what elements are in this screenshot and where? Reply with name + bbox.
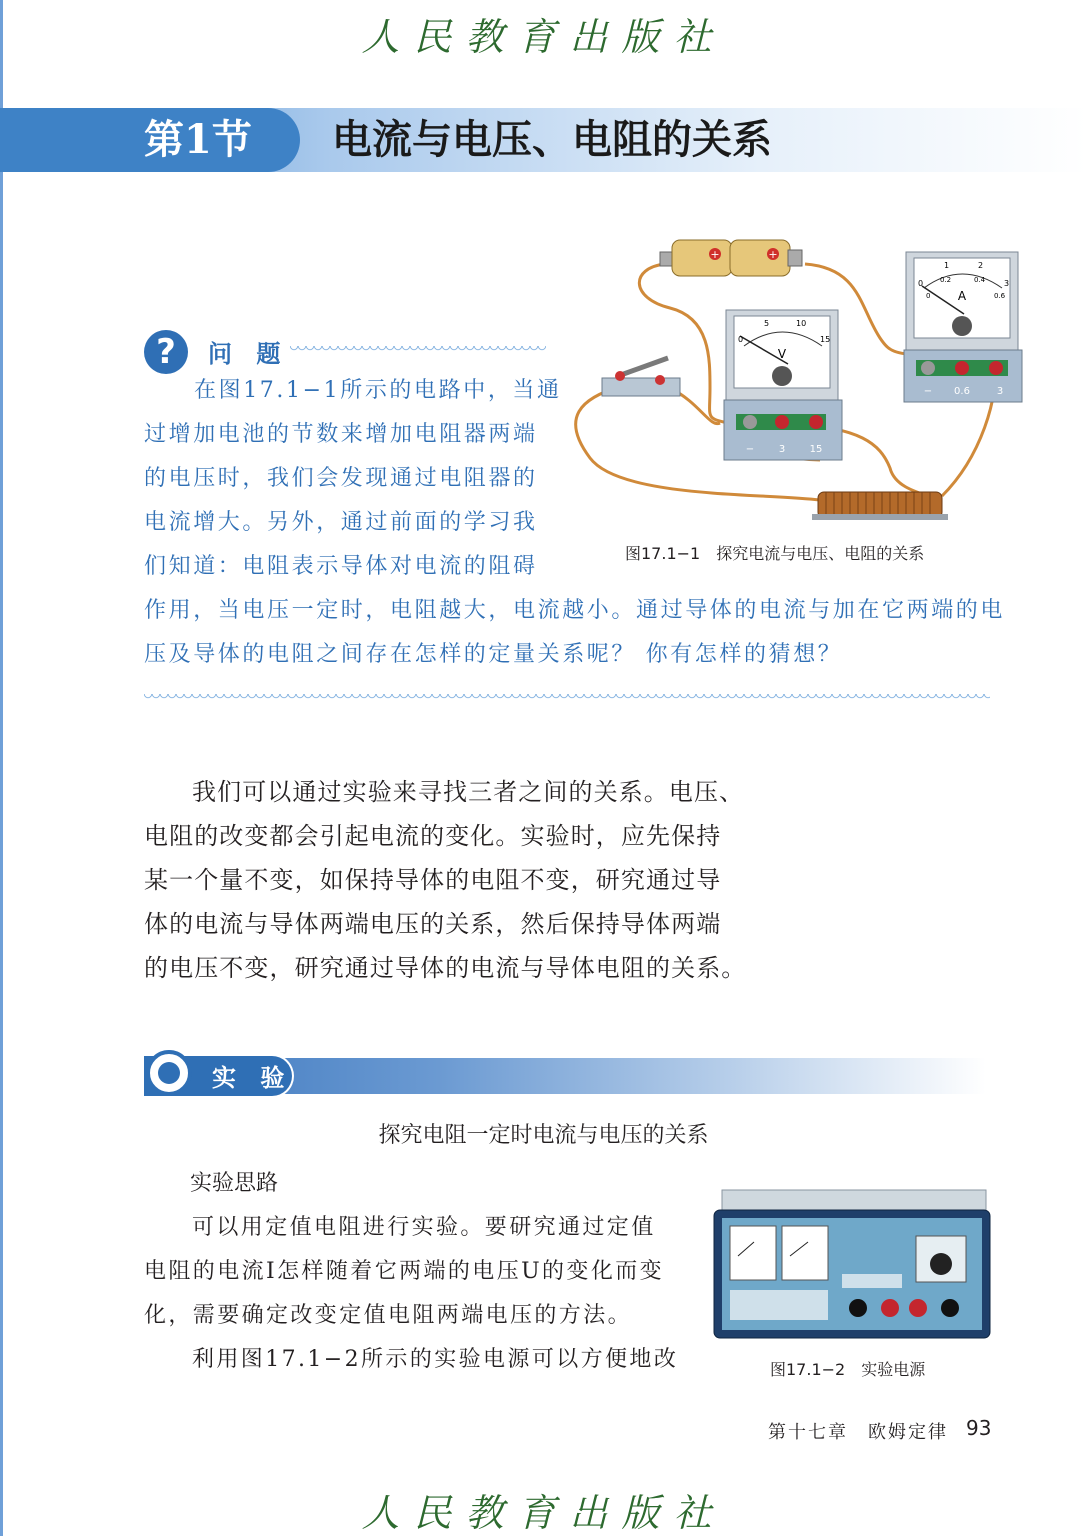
question-line: 电流增大。另外，通过前面的学习我 <box>144 510 538 535</box>
svg-text:0.2: 0.2 <box>940 276 952 284</box>
power-supply-figure <box>712 1186 992 1342</box>
experiment-label: 实 验 <box>212 1064 293 1092</box>
battery <box>660 240 802 276</box>
question-icon: ? <box>144 330 188 374</box>
body-line: 电阻的改变都会引起电流的变化。实验时，应先保持 <box>144 822 722 850</box>
svg-text:+: + <box>710 248 720 261</box>
experiment-line: 化，需要确定改变定值电阻两端电压的方法。 <box>144 1303 633 1328</box>
svg-text:0: 0 <box>926 292 931 300</box>
section-number: 第1节 <box>144 116 252 163</box>
magnifier-icon <box>146 1050 192 1096</box>
question-line: 们知道：电阻表示导体对电流的阻碍 <box>144 554 538 579</box>
question-line: 的电压时，我们会发现通过电阻器的 <box>144 466 538 491</box>
experiment-subheading: 实验思路 <box>190 1171 279 1196</box>
wavy-divider <box>290 346 546 354</box>
knife-switch <box>602 358 680 396</box>
svg-text:15: 15 <box>809 444 823 455</box>
svg-text:−: − <box>745 444 755 455</box>
figure2-caption: 图17.1−2 实验电源 <box>770 1360 926 1379</box>
section-title: 电流与电压、电阻的关系 <box>332 117 772 163</box>
experiment-line: 电阻的电流I怎样随着它两端的电压U的变化而变 <box>144 1259 665 1284</box>
page-left-rule <box>0 0 3 1536</box>
experiment-line: 利用图17.1−2所示的实验电源可以方便地改 <box>192 1347 679 1372</box>
question-label: 问 题 <box>208 340 289 368</box>
svg-text:2: 2 <box>978 261 984 270</box>
question-line: 在图17.1−1所示的电路中，当通 <box>194 378 562 403</box>
circuit-figure <box>560 228 1030 533</box>
svg-text:0: 0 <box>918 279 924 288</box>
svg-text:+: + <box>768 248 778 261</box>
page-number: 93 <box>966 1416 992 1440</box>
question-line: 作用，当电压一定时，电阻越大，电流越小。通过导体的电流与加在它两端的电 <box>144 598 1006 623</box>
svg-text:1: 1 <box>944 261 950 270</box>
body-line: 体的电流与导体两端电压的关系，然后保持导体两端 <box>144 910 722 938</box>
svg-text:0.6: 0.6 <box>994 292 1006 300</box>
svg-text:−: − <box>923 386 933 397</box>
body-line: 某一个量不变，如保持导体的电阻不变，研究通过导 <box>144 866 722 894</box>
experiment-title: 探究电阻一定时电流与电压的关系 <box>378 1123 709 1148</box>
voltmeter <box>724 310 842 460</box>
publisher-footer: 人民教育出版社 <box>361 1491 726 1535</box>
svg-text:5: 5 <box>764 319 770 328</box>
svg-text:0: 0 <box>738 335 744 344</box>
figure1-caption: 图17.1−1 探究电流与电压、电阻的关系 <box>625 544 925 563</box>
ammeter <box>904 252 1022 402</box>
question-line: 过增加电池的节数来增加电阻器两端 <box>144 422 538 447</box>
svg-text:3: 3 <box>996 386 1004 397</box>
wavy-divider <box>144 694 990 702</box>
body-line: 我们可以通过实验来寻找三者之间的关系。电压、 <box>192 778 745 806</box>
body-line: 的电压不变，研究通过导体的电流与导体电阻的关系。 <box>144 954 747 982</box>
question-line: 压及导体的电阻之间存在怎样的定量关系呢？ 你有怎样的猜想？ <box>144 642 843 667</box>
resistor-coil <box>812 492 948 520</box>
svg-text:3: 3 <box>1004 279 1010 288</box>
svg-text:3: 3 <box>778 444 786 455</box>
svg-text:10: 10 <box>796 319 807 328</box>
svg-text:0.4: 0.4 <box>974 276 986 284</box>
experiment-line: 可以用定值电阻进行实验。要研究通过定值 <box>192 1215 656 1240</box>
svg-text:A: A <box>957 289 967 303</box>
svg-text:0.6: 0.6 <box>954 386 970 397</box>
svg-text:V: V <box>777 347 787 361</box>
publisher-header: 人民教育出版社 <box>361 15 726 59</box>
svg-text:15: 15 <box>820 335 831 344</box>
footer-chapter: 第十七章 欧姆定律 <box>768 1422 948 1443</box>
